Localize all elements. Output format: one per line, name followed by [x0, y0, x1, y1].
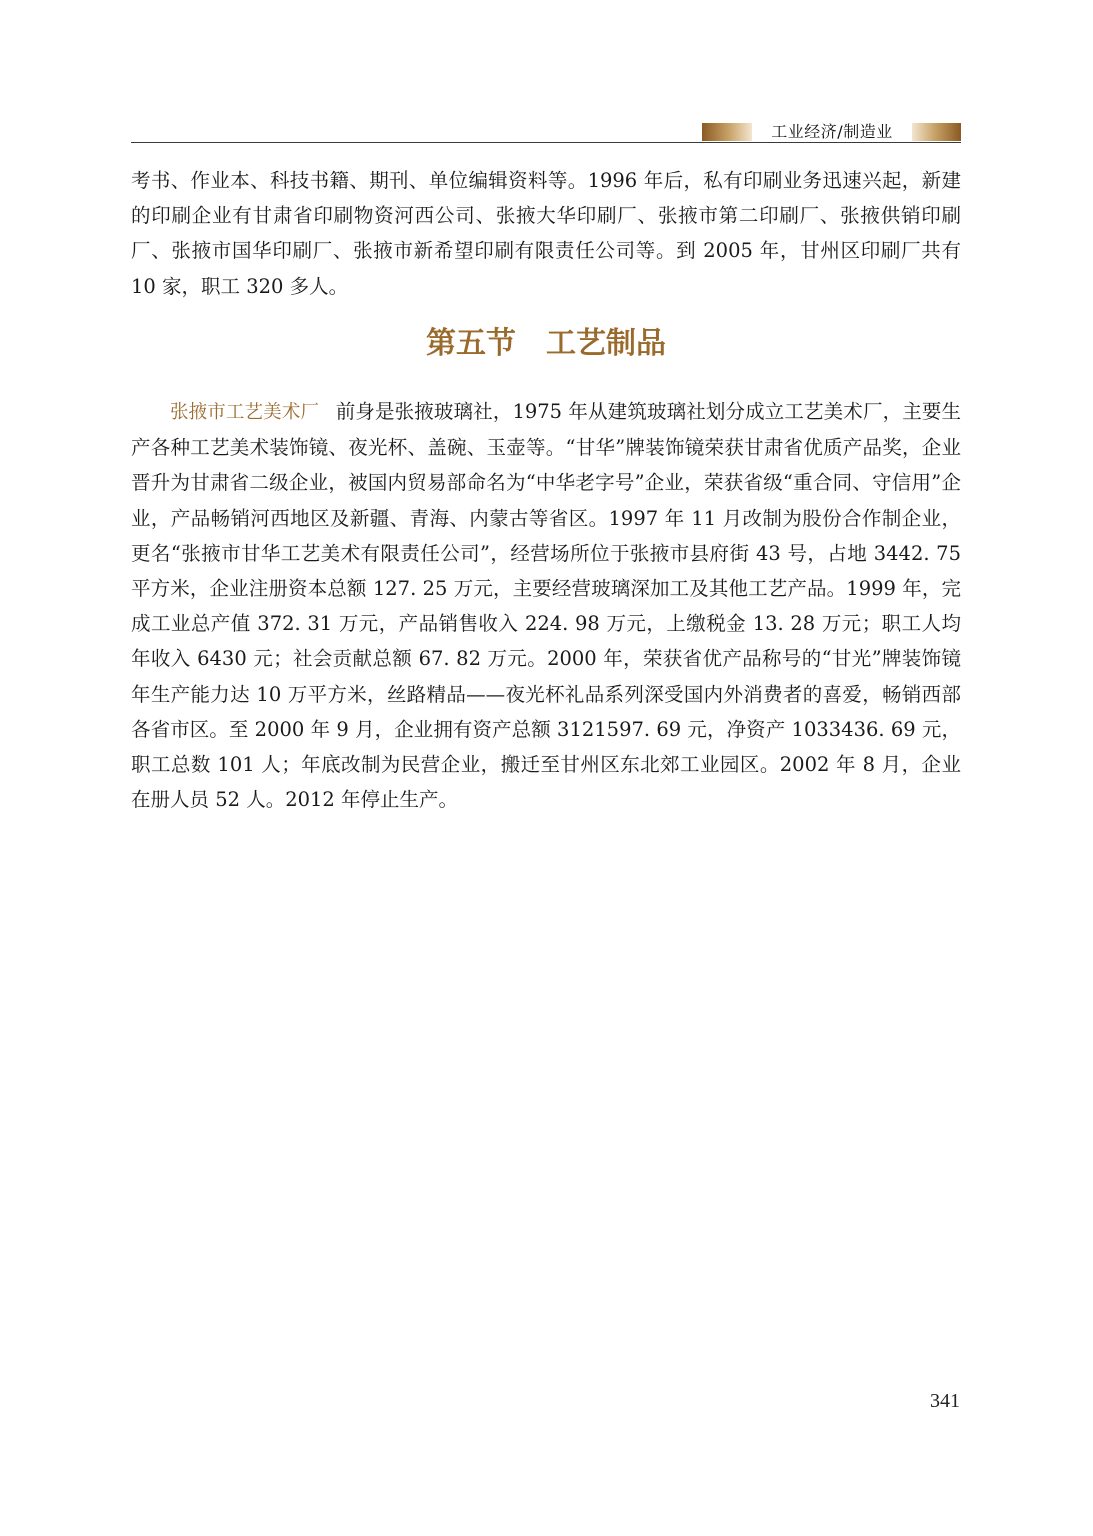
- running-header-title: 工业经济/制造业: [771, 122, 893, 141]
- entry-text: 前身是张掖玻璃社，1975 年从建筑玻璃社划分成立工艺美术厂，主要生产各种工艺美术装饰镜、夜光杯、盖碗、玉壶等。“甘华”牌装饰镜荣获甘肃省优质产品奖，企业晋升为甘肃省二级企业，被国内贸易部命名为“中华老字号”企业，荣获省级“重合同、守信用”企业，产品畅销河西地区及新疆、青海、内蒙古等省区。1997 年 11 月改制为股份合作制企业，更名“张掖市甘华工艺美术有限责任公司”，经营场所位于张掖市县府街 43 号，占地 3442. 75 平方米，企业注册资本总额 127. 25 万元，主要经营玻璃深加工及其他工艺产品。1999 年，完成工业总产值 372. 31 万元，产品销售收入 224. 98 万元，上缴税金 13. 28 万元；职工人均年收入 6430 元；社会贡献总额 67. 82 万元。2000 年，荣获省优产品称号的“甘光”牌装饰镜年生产能力达 10 万平方米，丝路精品——夜光杯礼品系列深受国内外消费者的喜爱，畅销西部各省市区。至 2000 年 9 月，企业拥有资产总额 3121597. 69 元，净资产 1033436. 69 元，职工总数 101 人；年底改制为民营企业，搬迁至甘州区东北郊工业园区。2002 年 8 月，企业在册人员 52 人。2012 年停止生产。: [131, 400, 961, 812]
- entry-paragraph: [131, 394, 961, 817]
- section-title: 第五节 工艺制品: [426, 326, 666, 361]
- header-decorative-band-right: [912, 123, 961, 141]
- header-decorative-band-left: [702, 123, 752, 141]
- header-rule: [131, 142, 961, 143]
- entry-title: 张掖市工艺美术厂: [170, 402, 320, 423]
- body-paragraph-continued: 考书、作业本、科技书籍、期刊、单位编辑资料等。1996 年后，私有印刷业务迅速兴起，新建的印刷企业有甘肃省印刷物资河西公司、张掖大华印刷厂、张掖市第二印刷厂、张掖供销印刷厂、张掖市国华印刷厂、张掖市新希望印刷有限责任公司等。到 2005 年，甘州区印刷厂共有 10 家，职工 320 多人。: [131, 169, 961, 298]
- page-number: 341: [930, 1390, 960, 1412]
